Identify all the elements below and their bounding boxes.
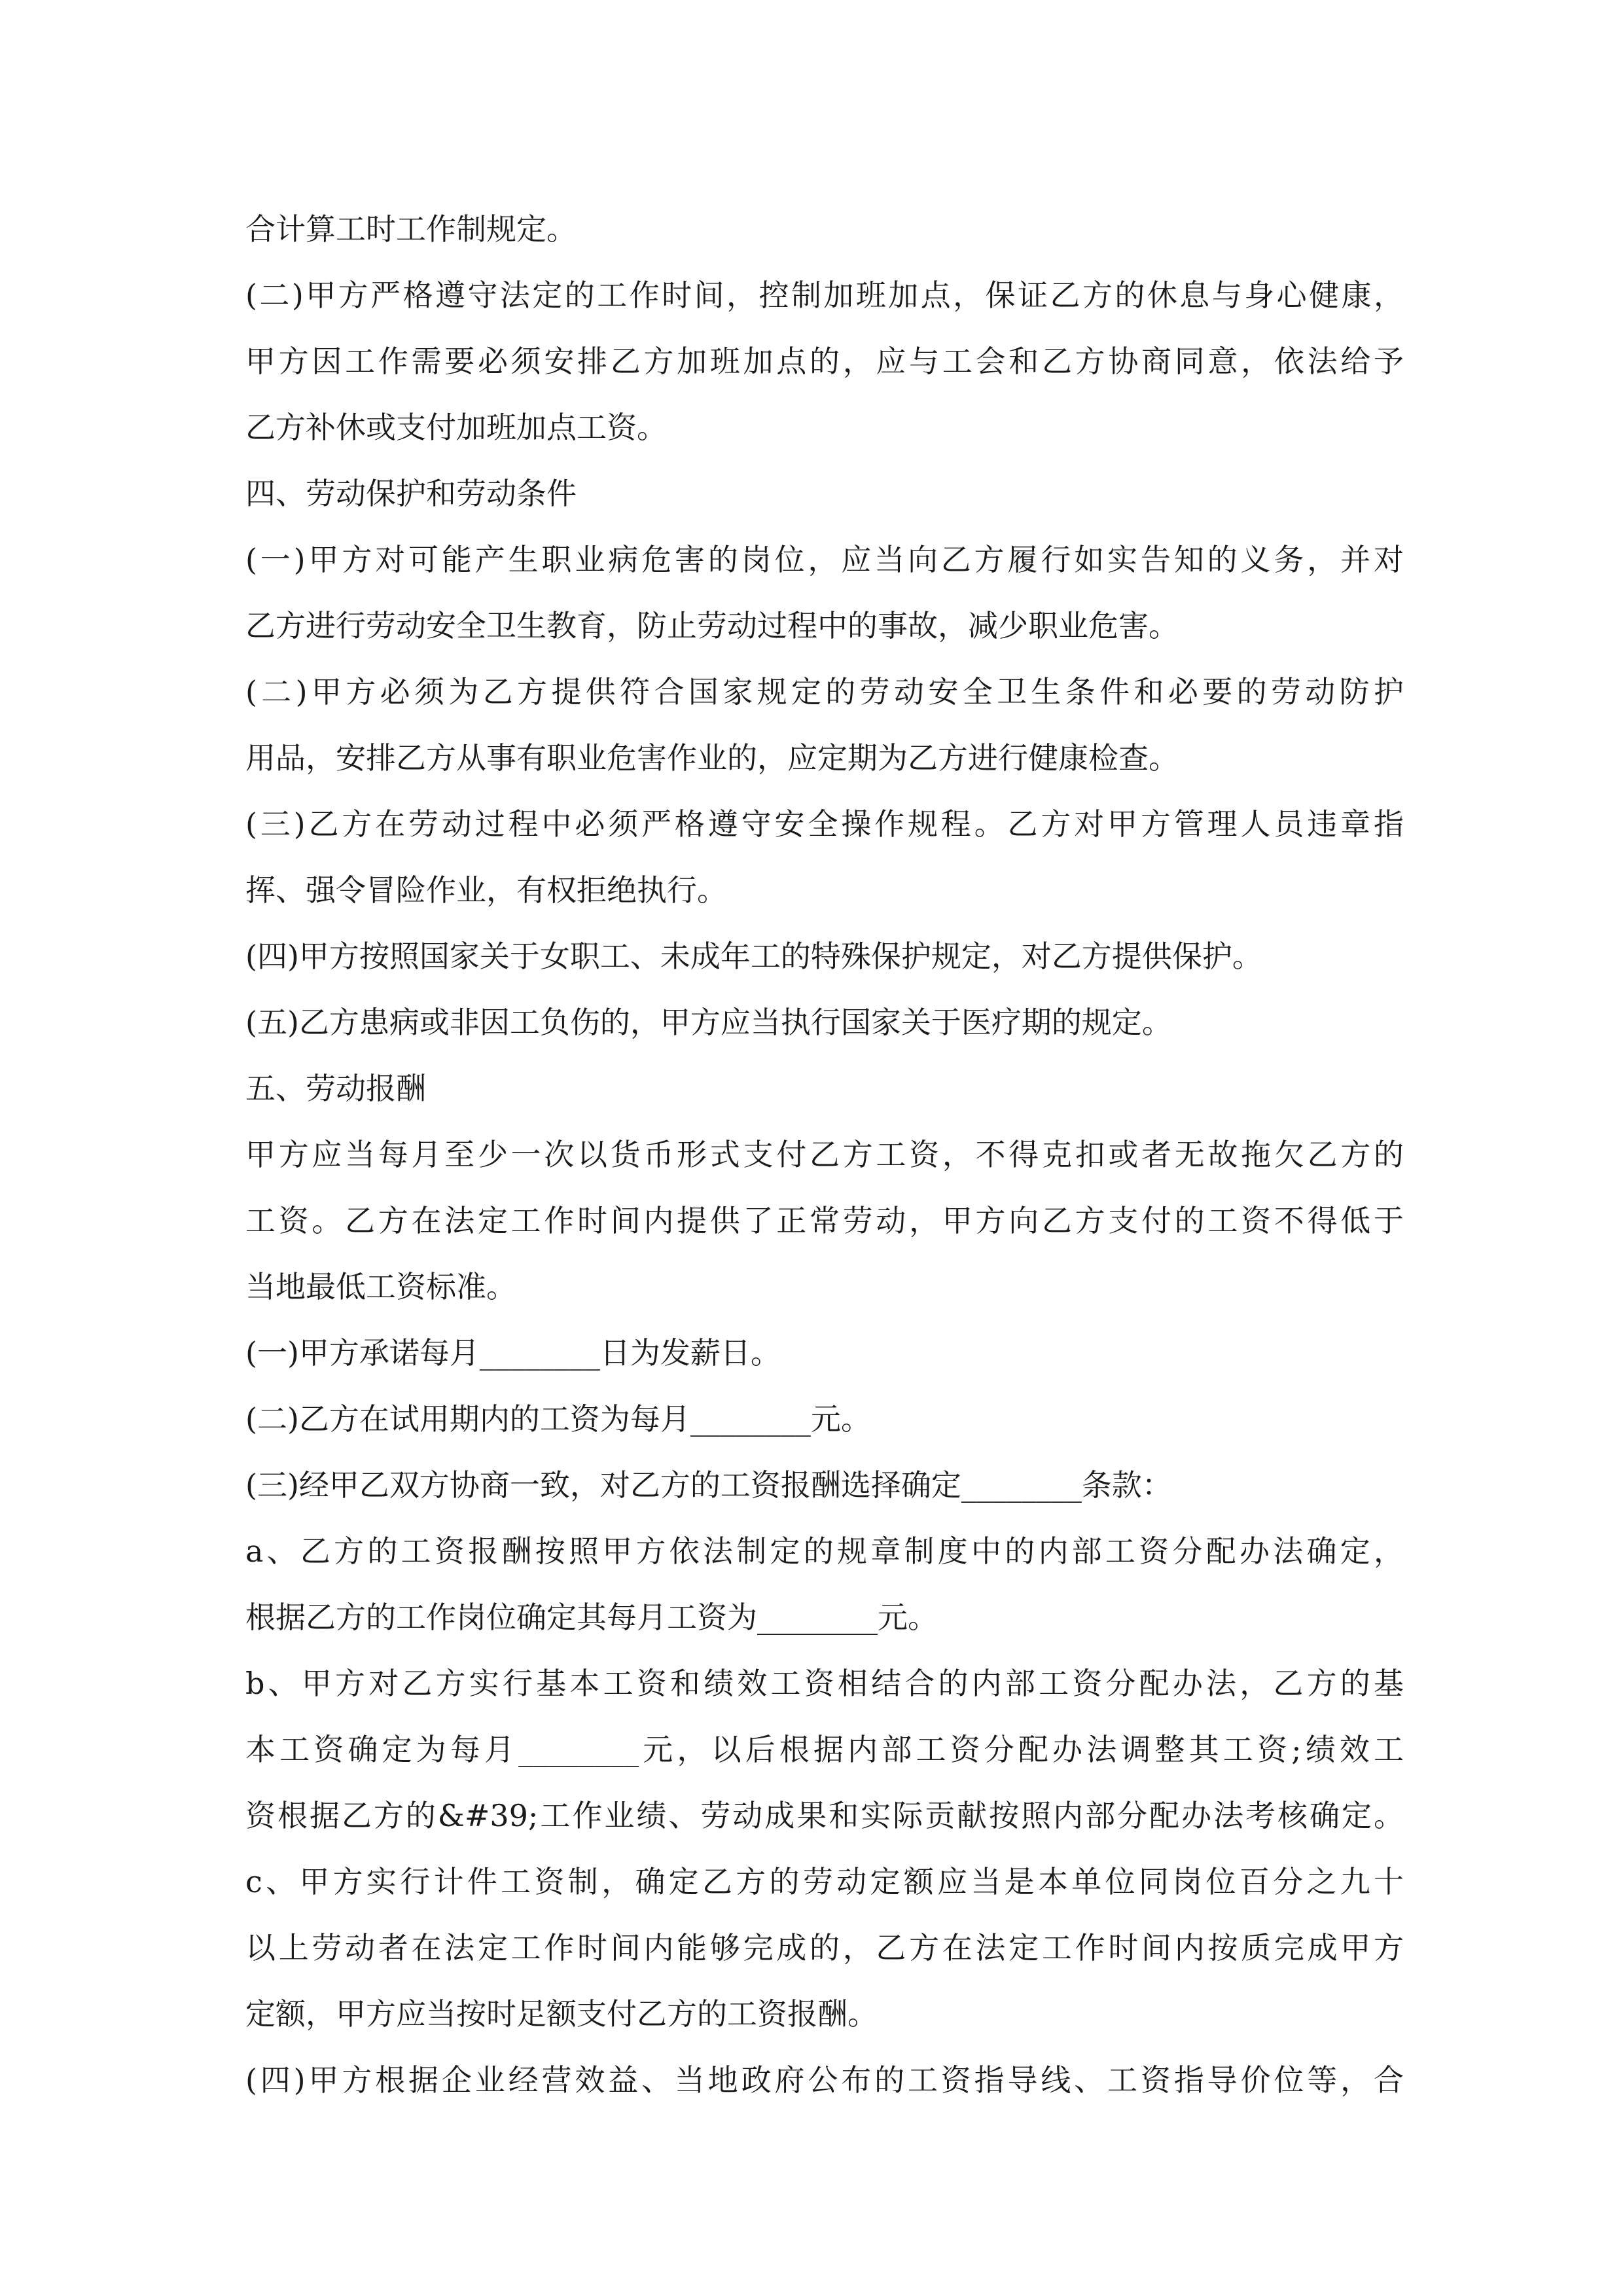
text-line: (四)甲方根据企业经营效益、当地政府公布的工资指导线、工资指导价位等，合 [245,2062,1404,2098]
text-line: (三)经甲乙双方协商一致，对乙方的工资报酬选择确定________条款： [245,1467,1172,1503]
text-line: (二)乙方在试用期内的工资为每月________元。 [245,1401,871,1437]
text-line: 合计算工时工作制规定。 [245,211,577,247]
text-line: 乙方补休或支付加班加点工资。 [245,410,667,445]
text-line: 工资。乙方在法定工作时间内提供了正常劳动，甲方向乙方支付的工资不得低于 [245,1203,1404,1238]
text-line: 甲方应当每月至少一次以货币形式支付乙方工资，不得克扣或者无故拖欠乙方的 [245,1137,1404,1172]
text-line: 甲方因工作需要必须安排乙方加班加点的，应与工会和乙方协商同意，依法给予 [245,344,1404,379]
section-heading: 五、劳动报酬 [245,1071,426,1106]
text-line: (三)乙方在劳动过程中必须严格遵守安全操作规程。乙方对甲方管理人员违章指 [245,806,1404,842]
section-heading: 四、劳动保护和劳动条件 [245,476,577,511]
text-line: b、甲方对乙方实行基本工资和绩效工资相结合的内部工资分配办法，乙方的基 [245,1666,1404,1701]
text-line: 资根据乙方的&#39;工作业绩、劳动成果和实际贡献按照内部分配办法考核确定。 [245,1798,1404,1833]
text-line: 乙方进行劳动安全卫生教育，防止劳动过程中的事故，减少职业危害。 [245,608,1179,643]
text-line: 当地最低工资标准。 [245,1269,516,1304]
text-line: 定额，甲方应当按时足额支付乙方的工资报酬。 [245,1996,878,2032]
text-line: (二)甲方必须为乙方提供符合国家规定的劳动安全卫生条件和必要的劳动防护 [245,674,1404,709]
text-line: 根据乙方的工作岗位确定其每月工资为________元。 [245,1600,938,1635]
text-line: (一)甲方对可能产生职业病危害的岗位，应当向乙方履行如实告知的义务，并对 [245,542,1404,577]
text-line: 用品，安排乙方从事有职业危害作业的，应定期为乙方进行健康检查。 [245,740,1179,776]
text-line: (一)甲方承诺每月________日为发薪日。 [245,1335,781,1371]
text-line: a、乙方的工资报酬按照甲方依法制定的规章制度中的内部工资分配办法确定， [245,1534,1404,1569]
text-line: (四)甲方按照国家关于女职工、未成年工的特殊保护规定，对乙方提供保护。 [245,939,1262,974]
text-line: (二)甲方严格遵守法定的工作时间，控制加班加点，保证乙方的休息与身心健康， [245,278,1404,313]
text-line: 本工资确定为每月________元，以后根据内部工资分配办法调整其工资;绩效工 [245,1732,1404,1767]
text-line: (五)乙方患病或非因工负伤的，甲方应当执行国家关于医疗期的规定。 [245,1005,1172,1040]
document-body [245,196,1404,2113]
text-line: 以上劳动者在法定工作时间内能够完成的，乙方在法定工作时间内按质完成甲方 [245,1930,1404,1965]
text-line: c、甲方实行计件工资制，确定乙方的劳动定额应当是本单位同岗位百分之九十 [245,1864,1404,1899]
text-line: 挥、强令冒险作业，有权拒绝执行。 [245,872,727,908]
